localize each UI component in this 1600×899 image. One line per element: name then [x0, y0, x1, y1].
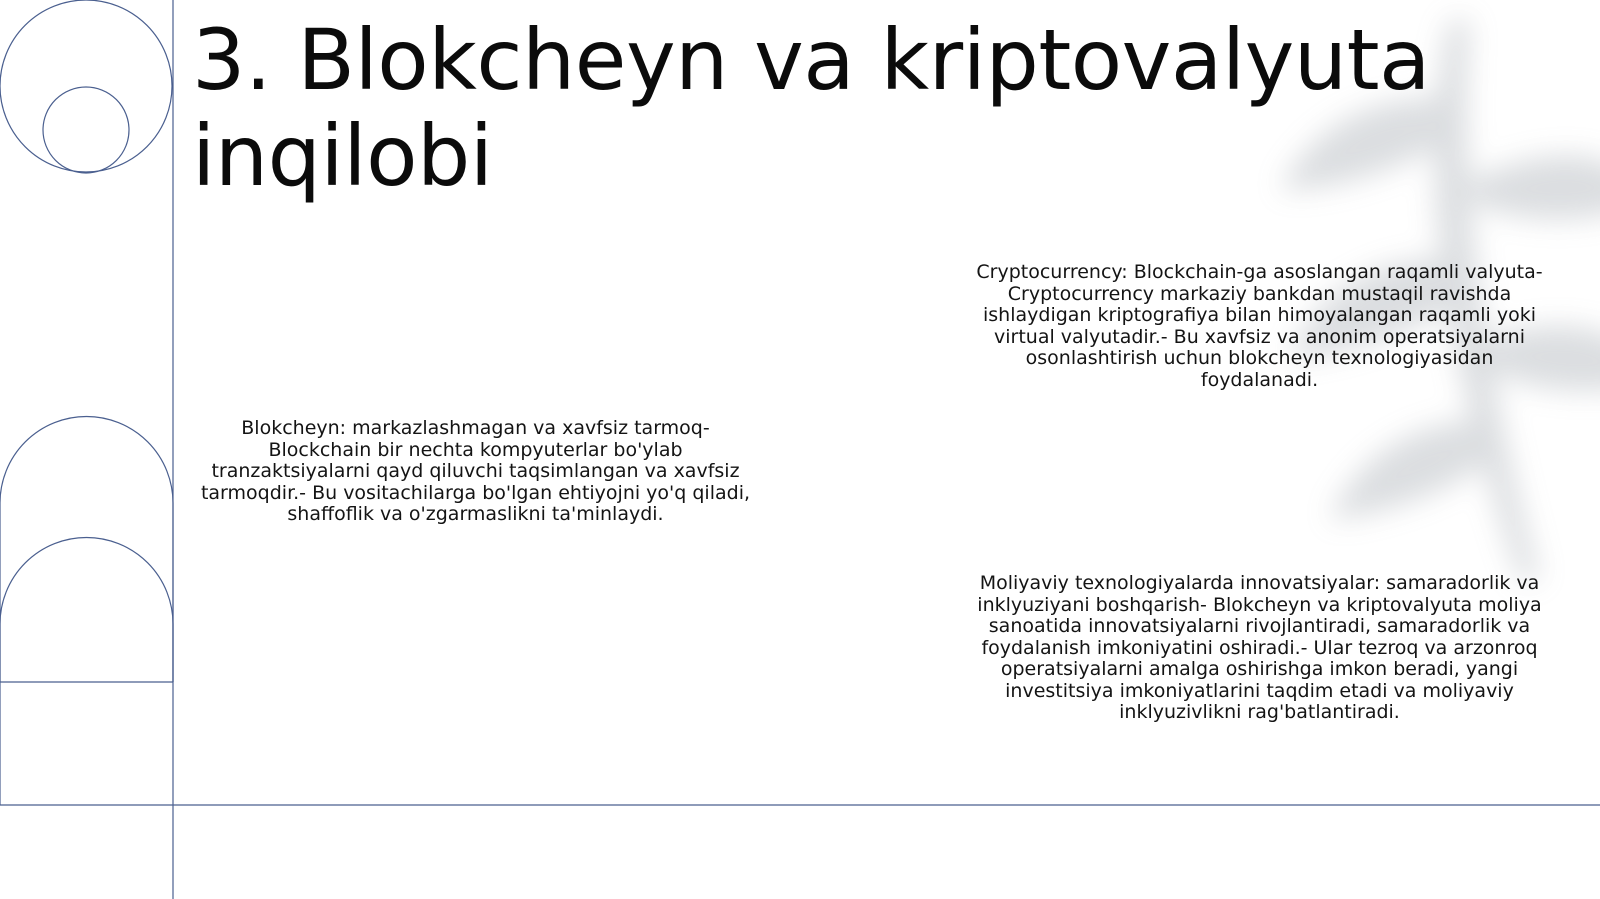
slide-title: 3. Blokcheyn va kriptovalyuta inqilobi [192, 11, 1431, 205]
upper-arch-outline [0, 416, 173, 682]
fintech-innovation-text-block: Moliyaviy texnologiyalarda innovatsiyalar: samaradorlik va inklyuziyani boshqarish- Blokcheyn va kriptovalyuta moliya sanoatida innovatsiyalarni rivojlantiradi, samaradorlik va foydalanish imkoniyatini oshiradi.- Ular tezroq va arzonroq operatsiyalarni amalga oshirishga imkon beradi, yangi investitsiya imkoniyatlarini taqdim etadi va moliyaviy inklyuzivlikni rag'batlantiradi. [977, 572, 1542, 723]
cryptocurrency-text-block: Cryptocurrency: Blockchain-ga asoslangan raqamli valyuta- Cryptocurrency markaziy bankdan mustaqil ravishda ishlaydigan kriptografiya bilan himoyalangan raqamli yoki virtual valyutadir.- Bu xavfsiz va anonim operatsiyalarni osonlashtirish uchun blokcheyn texnologiyasidan foydalanadi. [976, 261, 1543, 391]
small-circle-outline [43, 87, 129, 173]
blockchain-text-block: Blokcheyn: markazlashmagan va xavfsiz tarmoq- Blockchain bir nechta kompyuterlar bo'ylab tranzaktsiyalarni qayd qiluvchi taqsimlangan va xavfsiz tarmoqdir.- Bu vositachilarga bo'lgan ehtiyojni yo'q qiladi, shaffoflik va o'zgarmaslikni ta'minlaydi. [200, 417, 751, 525]
large-circle-outline [0, 0, 172, 172]
lower-arch-outline [0, 538, 173, 683]
